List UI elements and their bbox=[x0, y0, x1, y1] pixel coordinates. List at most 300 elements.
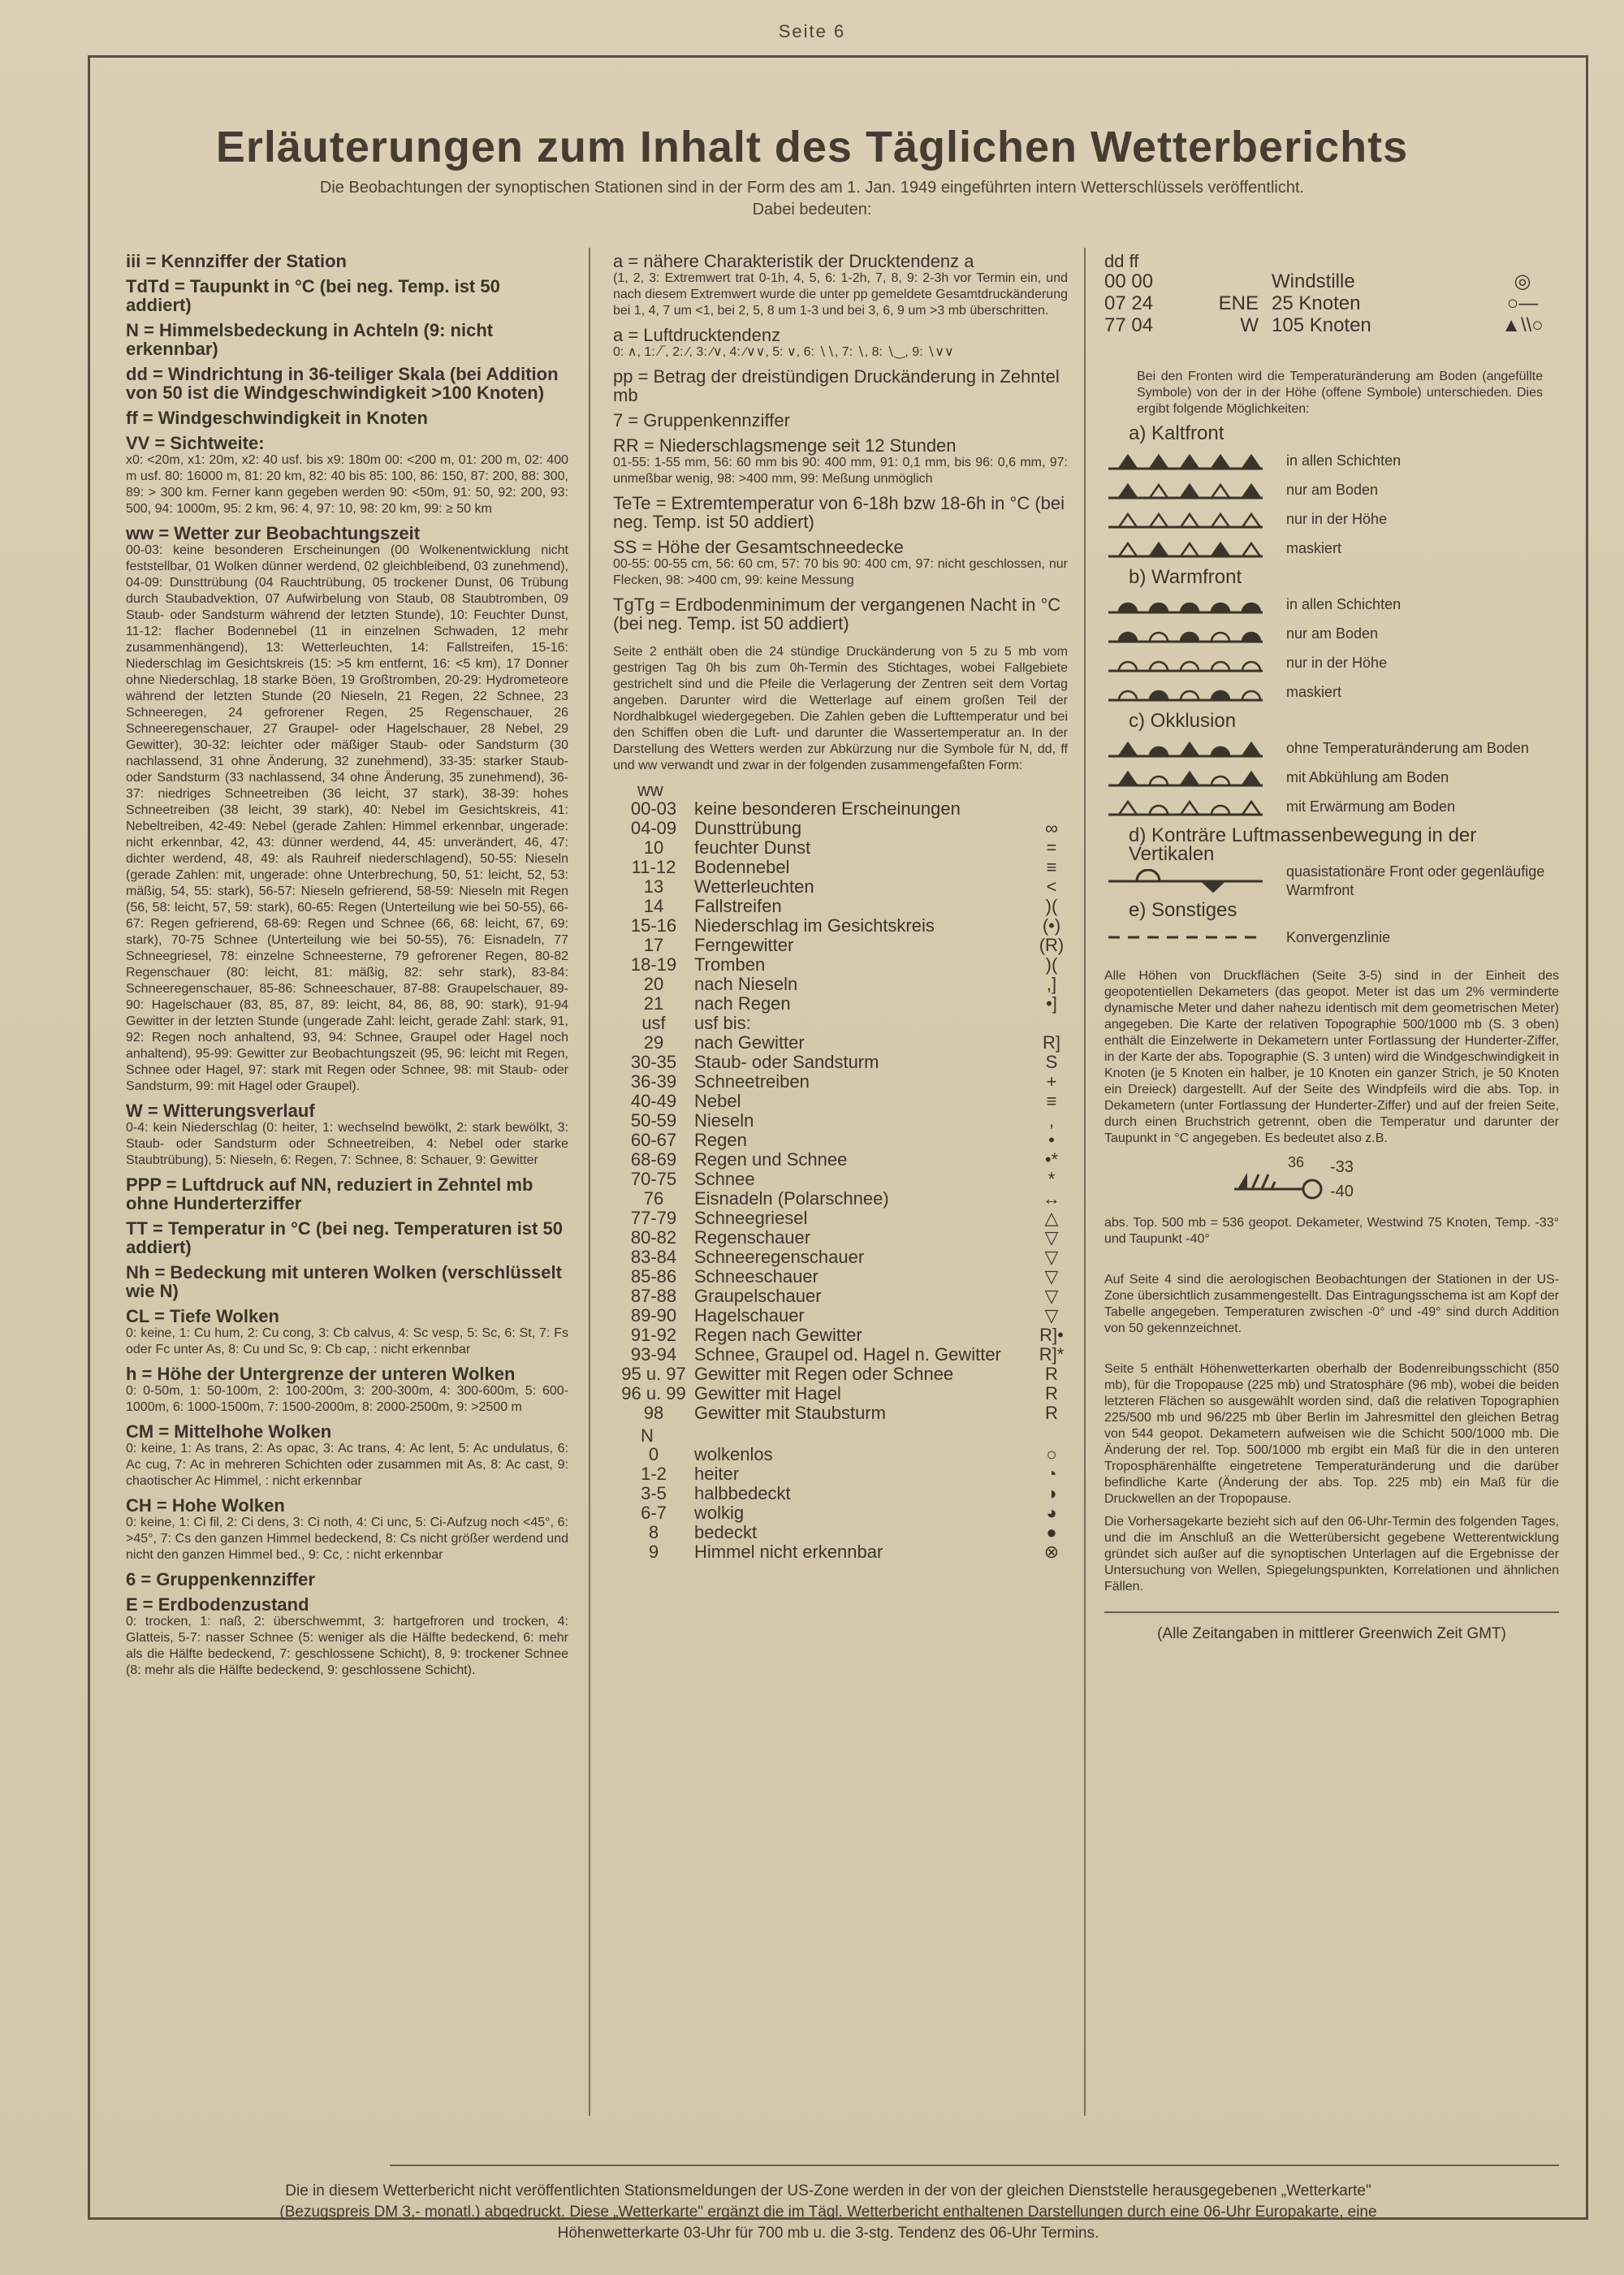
ww-sym: + bbox=[1046, 1071, 1057, 1092]
ww-code: 60-67 bbox=[630, 1130, 677, 1150]
ww-row bbox=[613, 1053, 1068, 1072]
front-triangle bbox=[1150, 514, 1168, 527]
ww-sym: ▽ bbox=[1044, 1227, 1059, 1248]
def-tete: TeTe = Extremtemperatur von 6-18h bzw 18-6h in °C (bei neg. Temp. ist 50 addiert) bbox=[613, 493, 1065, 532]
ww-sym: R]• bbox=[1039, 1325, 1064, 1345]
n-code: 1-2 bbox=[641, 1464, 667, 1484]
ww-code: usf bbox=[641, 1013, 666, 1033]
page-title: Erläuterungen zum Inhalt des Täglichen Wetterberichts bbox=[215, 123, 1409, 171]
ww-sym: ↔ bbox=[1043, 1188, 1060, 1209]
heights-text: Alle Höhen von Druckflächen (Seite 3-5) sind in der Einheit des geopotentiellen Dekameters (das geopot. Meter ist das um 2% verminderte dynamische Meter und daher nahezu identisch mit dem geometrischen Meter) angegeben. Die Karte der relativen Topographie 500/1000 mb (S. 3 oben) enthält die Einzelwerte in Dekametern unter Fortlassung der Hunderter-Ziffer, in der Karte der abs. Topographie (S. 3 unten) wird die Windgeschwindigkeit in Knoten (je 5 Knoten ein halber, je 10 Knoten ein ganzer Strich, je 50 Knoten ein Dreieck) dargestellt. Auf der Seite des Windpfeils wird die abs. Top. in Dekametern (unter Fortlassung der Hunderter-Ziffer) und auf der freien Seite, durch einen Bruchstrich getrennt, oben die Temperatur und darunter der Taupunkt in °C angegeben. Es bedeutet also z.B. bbox=[1104, 969, 1559, 1145]
column-divider-right bbox=[1084, 248, 1086, 2116]
n-text: halbbedeckt bbox=[694, 1483, 791, 1503]
ww-sym: ∞ bbox=[1045, 818, 1058, 838]
ww-text: Schneegriesel bbox=[694, 1208, 808, 1228]
ww-text: Regenschauer bbox=[694, 1227, 811, 1248]
ww-code: 14 bbox=[643, 896, 664, 916]
front-triangle bbox=[1181, 743, 1199, 756]
forecast-text: Die Vorhersagekarte bezieht sich auf den 06-Uhr-Termin des folgenden Tages, und die im Anschluß an die Wetterübersicht gegebene Wetterentwicklung gründet sich außer auf die synoptischen Unterlagen auf die Ergebnisse der Untersuchung von Wellen, Spiegelungspunkten, Korrelationen und ähnlichen Fällen. bbox=[1104, 1515, 1559, 1594]
ww-code: 36-39 bbox=[630, 1071, 677, 1092]
front-semicircle bbox=[1150, 633, 1168, 642]
ww-text: Fallstreifen bbox=[694, 896, 782, 916]
warm-front-row bbox=[1104, 648, 1559, 677]
def-ss: SS = Höhe der Gesamtschneedecke bbox=[613, 537, 904, 557]
n-sym: ◔ bbox=[1046, 1464, 1057, 1484]
wind-dir bbox=[1202, 270, 1259, 292]
warm-front-list bbox=[1104, 590, 1559, 707]
front-triangle bbox=[1181, 802, 1199, 815]
warm-front-symbol bbox=[1104, 621, 1267, 646]
ww-text: Wetterleuchten bbox=[694, 876, 814, 897]
ww-text: Gewitter mit Regen oder Schnee bbox=[694, 1364, 954, 1384]
cold-front-row bbox=[1104, 475, 1559, 504]
front-triangle bbox=[1212, 456, 1229, 469]
ww-table bbox=[613, 799, 1068, 1423]
ww-row bbox=[613, 1403, 1068, 1423]
example-temperature: -33 bbox=[1330, 1158, 1354, 1176]
ww-code: 17 bbox=[643, 935, 664, 955]
contrary-label: quasistationäre Front oder gegenläufige Warmfront bbox=[1286, 863, 1545, 898]
front-semicircle bbox=[1181, 603, 1199, 612]
def-w-detail: 0-4: kein Niederschlag (0: heiter, 1: wechselnd bewölkt, 2: stark bewölkt, 3: Staub- oder Sandsturm oder Schneetreiben, 4: Nebel oder starke Staubtrübung), 5: Nieseln, 6: Regen, 7: Schnee, 8: Schauer, 9: Gewitter bbox=[126, 1121, 568, 1167]
ww-text: usf bis: bbox=[694, 1013, 751, 1033]
ww-row bbox=[613, 1170, 1068, 1189]
n-sym: ◕ bbox=[1046, 1503, 1057, 1523]
gmt-divider bbox=[1104, 1611, 1559, 1613]
ww-text: Tromben bbox=[694, 954, 766, 975]
cold-front-list bbox=[1104, 446, 1559, 563]
ww-code: 98 bbox=[643, 1403, 664, 1423]
ww-row bbox=[613, 916, 1068, 936]
cold-front-heading: a) Kaltfront bbox=[1129, 422, 1224, 444]
cold-front-symbol bbox=[1104, 478, 1267, 502]
contrary-heading: d) Konträre Luftmassenbewegung in der Vertikalen bbox=[1129, 824, 1477, 865]
warm-front-row bbox=[1104, 619, 1559, 648]
ww-code: 50-59 bbox=[630, 1110, 677, 1131]
def-six: 6 = Gruppenkennziffer bbox=[126, 1569, 315, 1589]
ww-code: 89-90 bbox=[630, 1305, 677, 1326]
front-triangle bbox=[1119, 543, 1137, 556]
wind-dir: ENE bbox=[1218, 292, 1259, 314]
def-ss-detail: 00-55: 00-55 cm, 56: 60 cm, 57: 70 bis 90: 400 cm, 97: nicht geschlossen, nur Flecken, 98: >400 cm, 99: keine Messung bbox=[613, 557, 1068, 587]
front-semicircle bbox=[1212, 776, 1229, 785]
convergence-label: Konvergenzlinie bbox=[1286, 928, 1391, 945]
front-triangle bbox=[1242, 772, 1260, 785]
n-code: 3-5 bbox=[641, 1483, 667, 1503]
def-h: h = Höhe der Untergrenze der unteren Wolken bbox=[126, 1364, 516, 1384]
front-semicircle bbox=[1242, 633, 1260, 642]
ww-code: 10 bbox=[643, 837, 664, 858]
ww-code: 00-03 bbox=[630, 798, 677, 819]
n-sym: ○ bbox=[1046, 1444, 1057, 1464]
ww-code: 70-75 bbox=[630, 1169, 677, 1189]
seite-2-text: Seite 2 enthält oben die 24 stündige Druckänderung von 5 zu 5 mb vom gestrigen Tag 0h bis zum 0h-Termin des Stichtages, wobei Fallgebiete gestrichelt sind und die Pfeile die Verlagerung der Zentren seit dem Vortag angeben. Darunter wird die Wetterlage auf einem großen Teil der Nordhalbkugel wiedergegeben. Die Zahlen geben die Lufttemperatur und bei den Schiffen oben die Luft- und darunter die Wassertemperatur an. In der Darstellung des Wetters werden zur Abkürzung nur die Symbole für N, dd, ff und ww verwandt und zwar in der folgenden zusammengefaßten Form: bbox=[613, 645, 1068, 772]
ww-row bbox=[613, 1092, 1068, 1111]
def-cm-detail: 0: keine, 1: As trans, 2: As opac, 3: Ac trans, 4: Ac lent, 5: Ac undulatus, 6: Ac cug, 7: Ac in mehreren Schichten oder zusammen mit As, 8: Ac cast, 9: chaotischer Ac Himmel, : nicht erkennbar bbox=[126, 1442, 568, 1488]
wind-arrow-example-icon bbox=[1226, 1157, 1340, 1205]
def-ch: CH = Hohe Wolken bbox=[126, 1495, 285, 1516]
example-dewpoint: -40 bbox=[1330, 1183, 1354, 1200]
occl-front-row bbox=[1104, 792, 1559, 821]
front-semicircle bbox=[1181, 633, 1199, 642]
ww-sym: , bbox=[1048, 1110, 1055, 1131]
front-semicircle bbox=[1242, 603, 1260, 612]
ww-code: 96 u. 99 bbox=[621, 1383, 686, 1403]
def-aa: a = Luftdrucktendenz bbox=[613, 325, 781, 345]
ww-row bbox=[613, 1131, 1068, 1150]
ww-sym: S bbox=[1045, 1052, 1058, 1072]
def-cl: CL = Tiefe Wolken bbox=[126, 1306, 279, 1326]
fronts-intro: Bei den Fronten wird die Temperaturänderung am Boden (angefüllte Symbole) von der in der Höhe (offene Symbole) unterschieden. Dies ergibt folgende Möglichkeiten: bbox=[1137, 370, 1543, 416]
front-semicircle bbox=[1212, 633, 1229, 642]
occl-front-label: mit Abkühlung am Boden bbox=[1286, 768, 1449, 785]
def-ww-detail: 00-03: keine besonderen Erscheinungen (00 Wolkenentwicklung nicht feststellbar, 01 Wolken dünner werdend, 02 gleichbleibend, 03 zunehmend), 04-09: Dunsttrübung (04 Rauchtrübung, 05 trockener Dunst, 06 Trübung durch Staubadvektion, 07 Aufwirbelung von Staub, 08 Staubtromben, 09 Staub- oder Sandsturm während der letzten Stunde), 10: Feuchter Dunst, 11-12: flacher Bodennebel (11 in einzelnen Schwaden, 12 mehr zusammenhängend), 13: Wetterleuchten, 14: Fallstreifen, 15-16: Niederschlag im Gesichtskreis (15: >5 km entfernt, 16: <5 km), 17 Donner ohne Niederschlag, 18 starke Böen, 19 Großtromben, 20-29: Hydrometeore während der letzten Stunde (20 Nieseln, 21 Regen, 22 Schnee, 23 Schneeregen, 24 gefrorener Regen, 25 Regenschauer, 26 Schneeregenschauer, 27 Graupel- oder Hagelschauer, 28 Nebel, 29 Gewitter), 30-32: leichter oder mäßiger Staub- oder Sandsturm (30 nachlassend, 31 ohne Änderung, 32 zunehmend), 33-35: starker Staub- oder Sandsturm (33 nachlassend, 34 ohne Änderung, 35 zunehmend), 36-37: niedriges Schneetreiben (36 leicht, 37 stark), 38-39: hohes Schneetreiben (38 leicht, 39 stark), 40: Nebel im Gesichtskreis, 41: Nebeltreiben, 42-49: Nebel (gerade Zahlen: Himmel erkennbar, ungerade: nicht erkennbar, 42, 43: dünner werdend, 44, 45: unverändert, 46, 47: dichter werdend, 48, 49: als Rauhreif niederschlagend), 50-55: Nieseln (gerade Zahlen: mit, ungerade: ohne Unterbrechung, 50, 51: leicht, 52, 53: mäßig, 54, 55: stark), 56-57: Nieseln gefrierend, 58-59: Nieseln mit Regen (56, 58: leicht, 57, 59: stark), 60-65: Regen (Unterteilung wie bei 50-55), 66-67: Regen gefrierend, 68-69: Regen und Schnee (66, 68: leicht, 67, 69: stark), 70-75 Schnee (Unterteilung wie bei 50-55), 76: Eisnadeln, 77 Schneegriesel, 78: einzelne Schneesterne, 79 gefrorener Regen, 80-82 Regenschauer (80: leicht, 81: mäßig, 82: sehr stark), 83-84: Schneeregenschauer, 85-86: Schneeschauer, 87-88: Graupelschauer, 89-90: Hagelschauer (83, 85, 87, 89: leicht, 84, 86, 88, 90: stark), 91-94 Gewitter in der letzten Stunde (ungerade Zahl: leicht, gerade Zahl: stark, 91, 92: Regen noch anhaltend, 93, 94: Schnee, Graupel oder Hagel noch anhaltend), 95-99: Gewitter zur Beobachtungszeit (95, 96: leicht mit Regen, Schnee oder Hagel, 97: stark mit Regen oder Schnee, 98: mit Staub- oder Sandsturm, 99: mit Hagel oder Graupel). bbox=[126, 543, 568, 1093]
page-number: Seite 6 bbox=[778, 21, 846, 41]
front-semicircle bbox=[1212, 603, 1229, 612]
front-semicircle bbox=[1212, 806, 1229, 815]
def-ff: ff = Windgeschwindigkeit in Knoten bbox=[126, 408, 428, 428]
ww-sym bbox=[1035, 799, 1068, 819]
ww-sym: < bbox=[1046, 876, 1057, 897]
ww-text: Schnee bbox=[694, 1169, 755, 1189]
ww-code: 11-12 bbox=[631, 857, 676, 877]
n-sym: ● bbox=[1046, 1522, 1057, 1542]
ww-sym: = bbox=[1046, 837, 1057, 858]
quasistationary-front-symbol bbox=[1104, 869, 1267, 893]
right-column bbox=[1104, 252, 1559, 1643]
front-triangle bbox=[1181, 456, 1199, 469]
ww-code: 80-82 bbox=[630, 1227, 677, 1248]
n-text: wolkig bbox=[694, 1503, 745, 1523]
ww-row bbox=[613, 1326, 1068, 1345]
n-sym: ⊗ bbox=[1043, 1542, 1060, 1562]
column-divider-left bbox=[589, 248, 590, 2116]
cold-front-label: nur in der Höhe bbox=[1286, 510, 1388, 527]
front-semicircle bbox=[1212, 691, 1229, 700]
n-code: 6-7 bbox=[641, 1503, 667, 1523]
def-nh: Nh = Bedeckung mit unteren Wolken (verschlüsselt wie N) bbox=[126, 1262, 562, 1301]
wind-text: 105 Knoten bbox=[1272, 314, 1371, 336]
ww-sym: R bbox=[1045, 1383, 1058, 1403]
ww-text: nach Nieseln bbox=[694, 974, 798, 994]
ww-code: 95 u. 97 bbox=[621, 1364, 686, 1384]
ww-row bbox=[613, 1306, 1068, 1326]
warm-front-row bbox=[1104, 590, 1559, 619]
subtitle-line-2: Dabei bedeuten: bbox=[752, 201, 872, 218]
front-semicircle bbox=[1119, 603, 1137, 612]
ww-text: Schneetreiben bbox=[694, 1071, 810, 1092]
front-semicircle bbox=[1150, 603, 1168, 612]
ww-code: 68-69 bbox=[630, 1149, 677, 1170]
ww-code: 83-84 bbox=[630, 1247, 677, 1267]
front-triangle bbox=[1242, 543, 1260, 556]
def-e-detail: 0: trocken, 1: naß, 2: überschwemmt, 3: hartgefroren und trocken, 4: Glatteis, 5-7: nasser Schnee (5: weniger als die Hälfte bedeckend, 6: mehr als die Hälfte bedeckend, 7: geschlossene Schicht), 8, 9: trockener Schnee (8: mehr als die Hälfte bedeckend, 9: geschlossene Schicht). bbox=[126, 1615, 568, 1677]
front-semicircle bbox=[1119, 691, 1137, 700]
front-triangle bbox=[1242, 743, 1260, 756]
station-example bbox=[1226, 1153, 1559, 1210]
front-semicircle bbox=[1242, 691, 1260, 700]
cold-front-symbol bbox=[1104, 448, 1267, 473]
front-triangle bbox=[1150, 485, 1168, 498]
ww-row bbox=[613, 1287, 1068, 1306]
n-table-head: N bbox=[641, 1425, 654, 1446]
ww-text: nach Gewitter bbox=[694, 1032, 805, 1053]
n-row bbox=[613, 1503, 1068, 1523]
ww-code: 93-94 bbox=[630, 1344, 677, 1365]
ww-row bbox=[613, 1150, 1068, 1170]
warm-front-symbol bbox=[1104, 680, 1267, 704]
seite-5-text: Seite 5 enthält Höhenwetterkarten oberhalb der Bodenreibungsschicht (850 mb), für die Tropopause (225 mb) und Stratosphäre (96 mb), wobei die beiden letzteren Flächen so ausgewählt worden sind, daß die relativen Topographien 225/500 mb und 96/225 mb über Berlin im Jahresmittel den gleichen Betrag von 544 geopot. Dekametern aufweisen wie die Schicht 500/1000 mb. Die Änderung der rel. Top. 500/1000 mb ergibt ein Maß für die in den unteren Troposphärenhälfte eingetretene Temperaturänderung und die darüber befindliche Karte (Änderung der abs. Top. 225 mb) ein Maß für die Druckwellen an der Tropopause. bbox=[1104, 1362, 1559, 1506]
ww-code: 13 bbox=[643, 876, 664, 897]
def-a: a = nähere Charakteristik der Drucktendenz a bbox=[613, 251, 974, 271]
warm-front-heading: b) Warmfront bbox=[1129, 566, 1242, 588]
wind-sym: ◎ bbox=[1514, 270, 1531, 292]
def-pp: pp = Betrag der dreistündigen Druckänderung in Zehntel mb bbox=[613, 366, 1060, 405]
footer-note: Die in diesem Wetterbericht nicht veröffentlichten Stationsmeldungen der US-Zone werden in der von der gleichen Dienststelle herausgegebenen „Wetterkarte" (Bezugspreis DM 3,- monatl.) abgedruckt. Diese „Wetterkarte" ergänzt die im Tägl. Wetterbericht enthaltenen Darstellungen durch eine 06-Uhr Europakarte, eine Höhenwetterkarte 03-Uhr für 700 mb u. die 3-stg. Tendenz des 06-Uhr Termins. bbox=[279, 2182, 1377, 2242]
n-sym: ◑ bbox=[1046, 1483, 1057, 1503]
front-triangle bbox=[1212, 485, 1229, 498]
front-triangle bbox=[1212, 514, 1229, 527]
ww-sym: * bbox=[1047, 1169, 1056, 1189]
ww-row bbox=[613, 975, 1068, 994]
ww-text: Regen und Schnee bbox=[694, 1149, 848, 1170]
ww-row bbox=[613, 1267, 1068, 1287]
ww-row bbox=[613, 877, 1068, 897]
cold-front-symbol bbox=[1104, 507, 1267, 531]
front-semicircle bbox=[1150, 662, 1168, 671]
ww-row bbox=[613, 1014, 1068, 1033]
front-semicircle bbox=[1212, 662, 1229, 671]
ww-code: 87-88 bbox=[630, 1286, 677, 1306]
def-tdtd: TdTd = Taupunkt in °C (bei neg. Temp. ist 50 addiert) bbox=[126, 276, 500, 315]
ww-sym: ≡ bbox=[1046, 1091, 1057, 1111]
wind-sym: ▲\\○ bbox=[1501, 314, 1544, 336]
ww-sym: •] bbox=[1046, 993, 1057, 1014]
ww-code: 85-86 bbox=[630, 1266, 677, 1287]
front-semicircle bbox=[1181, 662, 1199, 671]
ww-text: keine besonderen Erscheinungen bbox=[694, 798, 961, 819]
wind-sym: ○— bbox=[1506, 292, 1539, 314]
ww-text: Gewitter mit Staubsturm bbox=[694, 1403, 886, 1423]
def-tgtg: TgTg = Erdbodenminimum der vergangenen Nacht in °C (bei neg. Temp. ist 50 addiert) bbox=[613, 595, 1061, 634]
def-cm: CM = Mittelhohe Wolken bbox=[126, 1421, 332, 1442]
ww-code: 15-16 bbox=[630, 915, 677, 936]
ww-text: Schnee, Graupel od. Hagel n. Gewitter bbox=[694, 1344, 1001, 1365]
ww-sym: R bbox=[1045, 1403, 1058, 1423]
ww-row bbox=[613, 1111, 1068, 1131]
front-semicircle bbox=[1150, 747, 1168, 756]
front-semicircle bbox=[1181, 691, 1199, 700]
n-code: 0 bbox=[648, 1444, 659, 1464]
front-semicircle bbox=[1150, 776, 1168, 785]
ww-text: Hagelschauer bbox=[694, 1305, 805, 1326]
front-triangle bbox=[1242, 485, 1260, 498]
n-code: 8 bbox=[648, 1522, 659, 1542]
ww-sym: •* bbox=[1044, 1149, 1059, 1170]
front-triangle bbox=[1181, 543, 1199, 556]
ww-row bbox=[613, 994, 1068, 1014]
occlusion-heading: c) Okklusion bbox=[1129, 710, 1237, 732]
wind-text: 25 Knoten bbox=[1272, 292, 1361, 314]
ww-sym: )( bbox=[1045, 896, 1058, 916]
ww-code: 30-35 bbox=[630, 1052, 677, 1072]
ww-text: Niederschlag im Gesichtskreis bbox=[694, 915, 935, 936]
occl-front-symbol bbox=[1104, 794, 1267, 819]
def-dd: dd = Windrichtung in 36-teiliger Skala (bei Addition von 50 ist die Windgeschwindigkeit >100 Knoten) bbox=[126, 364, 559, 403]
wind-row bbox=[1104, 270, 1559, 292]
example-height: 36 bbox=[1288, 1154, 1305, 1170]
warm-front-label: in allen Schichten bbox=[1286, 595, 1402, 612]
ww-row bbox=[613, 819, 1068, 838]
warm-front-label: nur am Boden bbox=[1286, 625, 1379, 642]
n-row bbox=[613, 1464, 1068, 1484]
def-cl-detail: 0: keine, 1: Cu hum, 2: Cu cong, 3: Cb calvus, 4: Sc vesp, 5: Sc, 6: St, 7: Fs oder Fc unter As, 8: Cu und Sc, 9: Cb cap, : nicht erkennbar bbox=[126, 1326, 568, 1356]
ww-row bbox=[613, 1072, 1068, 1092]
warm-front-row bbox=[1104, 677, 1559, 707]
warm-front-symbol bbox=[1104, 592, 1267, 616]
ww-code: 18-19 bbox=[630, 954, 677, 975]
def-rr-detail: 01-55: 1-55 mm, 56: 60 mm bis 90: 400 mm, 91: 0,1 mm, bis 96: 0,6 mm, 97: unmeßbar wenig, 98: >400 mm, 99: Meßung unmöglich bbox=[613, 456, 1068, 486]
ww-table-head: ww bbox=[637, 780, 663, 800]
cold-front-label: in allen Schichten bbox=[1286, 452, 1402, 469]
seite-4-text: Auf Seite 4 sind die aerologischen Beobachtungen der Stationen in der US-Zone übersichtlich zusammengestellt. Das Eintragungsschema ist am Kopf der Tabelle angegeben. Temperaturen zwischen -0° und -49° sind durch Addition von 50 gekennzeichnet. bbox=[1104, 1273, 1559, 1335]
ww-sym: (•) bbox=[1042, 915, 1061, 936]
ww-sym: ≡ bbox=[1046, 857, 1057, 877]
ww-sym: ▽ bbox=[1044, 1266, 1059, 1287]
def-seven: 7 = Gruppenkennziffer bbox=[613, 410, 790, 430]
ww-text: Regen bbox=[694, 1130, 747, 1150]
ww-text: Bodennebel bbox=[694, 857, 790, 877]
front-triangle bbox=[1119, 802, 1137, 815]
n-text: wolkenlos bbox=[694, 1444, 773, 1464]
ww-sym bbox=[1035, 1014, 1068, 1033]
ww-row bbox=[613, 1189, 1068, 1209]
ww-sym: △ bbox=[1044, 1208, 1059, 1228]
front-triangle bbox=[1119, 743, 1137, 756]
example-explanation: abs. Top. 500 mb = 536 geopot. Dekameter, Westwind 75 Knoten, Temp. -33° und Taupunkt -40° bbox=[1104, 1216, 1559, 1246]
occl-front-label: mit Erwärmung am Boden bbox=[1286, 798, 1456, 815]
ww-row bbox=[613, 897, 1068, 916]
def-h-detail: 0: 0-50m, 1: 50-100m, 2: 100-200m, 3: 200-300m, 4: 300-600m, 5: 600-1000m, 6: 1000-1500m, 7: 1500-2000m, 8: 2000-2500m, 9: >2500 m bbox=[126, 1384, 568, 1414]
front-triangle bbox=[1119, 772, 1137, 785]
def-w: W = Witterungsverlauf bbox=[126, 1101, 315, 1121]
warm-front-label: nur in der Höhe bbox=[1286, 654, 1388, 671]
front-triangle bbox=[1181, 485, 1199, 498]
cold-front-symbol bbox=[1104, 536, 1267, 560]
occl-front-label: ohne Temperaturänderung am Boden bbox=[1286, 739, 1529, 756]
ww-code: 21 bbox=[643, 993, 664, 1014]
convergence-line-symbol bbox=[1104, 925, 1267, 949]
n-text: Himmel nicht erkennbar bbox=[694, 1542, 883, 1562]
warm-front-label: maskiert bbox=[1286, 683, 1342, 700]
n-text: heiter bbox=[694, 1464, 740, 1484]
front-triangle bbox=[1212, 543, 1229, 556]
occl-front-row bbox=[1104, 733, 1559, 763]
ww-code: 91-92 bbox=[630, 1325, 677, 1345]
ww-code: 04-09 bbox=[630, 818, 677, 838]
page-subtitle bbox=[162, 177, 1462, 221]
ww-row bbox=[613, 1384, 1068, 1403]
ww-sym: ▽ bbox=[1044, 1305, 1059, 1326]
front-triangle bbox=[1181, 772, 1199, 785]
ww-code: 20 bbox=[643, 974, 664, 994]
front-triangle bbox=[1150, 456, 1168, 469]
ww-sym: ,] bbox=[1046, 974, 1057, 994]
ww-row bbox=[613, 955, 1068, 975]
front-semicircle bbox=[1150, 691, 1168, 700]
front-triangle bbox=[1119, 456, 1137, 469]
front-triangle bbox=[1150, 543, 1168, 556]
wind-text: Windstille bbox=[1272, 270, 1355, 292]
occl-front-symbol bbox=[1104, 765, 1267, 789]
subtitle-line-1: Die Beobachtungen der synoptischen Stationen sind in der Form des am 1. Jan. 1949 eingeführten intern Wetterschlüssels veröffentlicht. bbox=[319, 179, 1305, 197]
n-row bbox=[613, 1484, 1068, 1503]
convergence-row bbox=[1104, 923, 1559, 952]
contrary-row bbox=[1104, 863, 1559, 898]
def-rr: RR = Niederschlagsmenge seit 12 Stunden bbox=[613, 435, 957, 456]
wind-table-head: dd ff bbox=[1104, 251, 1139, 271]
ww-code: 77-79 bbox=[630, 1208, 677, 1228]
n-code: 9 bbox=[648, 1542, 659, 1562]
ww-text: Graupelschauer bbox=[694, 1286, 822, 1306]
ww-code: 40-49 bbox=[630, 1091, 677, 1111]
ww-sym: • bbox=[1048, 1130, 1055, 1150]
ww-sym: ▽ bbox=[1044, 1286, 1059, 1306]
ww-text: Schneeregenschauer bbox=[694, 1247, 865, 1267]
ww-text: nach Regen bbox=[694, 993, 791, 1014]
wind-code: 07 24 bbox=[1104, 292, 1154, 314]
front-semicircle bbox=[1119, 662, 1137, 671]
wind-dir: W bbox=[1240, 314, 1259, 336]
cold-front-label: nur am Boden bbox=[1286, 481, 1379, 498]
ww-row bbox=[613, 1033, 1068, 1053]
occlusion-list bbox=[1104, 733, 1559, 821]
cold-front-row bbox=[1104, 446, 1559, 475]
def-iii: iii = Kennziffer der Station bbox=[126, 251, 347, 271]
front-semicircle bbox=[1242, 662, 1260, 671]
gmt-note: (Alle Zeitangaben in mittlerer Greenwich Zeit GMT) bbox=[1157, 1625, 1506, 1642]
wind-table bbox=[1104, 270, 1559, 336]
def-vv-detail: x0: <20m, x1: 20m, x2: 40 usf. bis x9: 180m 00: <200 m, 01: 200 m, 02: 400 m usf. 80: 16000 m, 81: 20 km, 82: 40 bis 85: 100, 86: 150, 87: 200, 88: 300, 89: > 300 km. Ferner kann gegeben werden 90: <50m, 91: 50, 92: 200, 93: 500, 94: 1000m, 95: 2 km, 96: 4, 97: 10, 98: 20 km, 99: ≥ 50 km bbox=[126, 453, 568, 516]
n-row bbox=[613, 1445, 1068, 1464]
ww-text: Regen nach Gewitter bbox=[694, 1325, 862, 1345]
wind-code: 00 00 bbox=[1104, 270, 1154, 292]
front-triangle bbox=[1119, 485, 1137, 498]
def-aa-detail: 0: ∧, 1: ⁄‾, 2: ⁄, 3: ⁄∨, 4: ⁄∨∨, 5: ∨, 6: ∖∖, 7: ∖, 8: ∖‿, 9: ∖∨∨ bbox=[613, 345, 954, 359]
ww-sym: (R) bbox=[1039, 935, 1065, 955]
ww-text: Schneeschauer bbox=[694, 1266, 818, 1287]
ww-code: 76 bbox=[643, 1188, 664, 1209]
ww-text: Ferngewitter bbox=[694, 935, 794, 955]
def-tt: TT = Temperatur in °C (bei neg. Temperaturen ist 50 addiert) bbox=[126, 1218, 563, 1257]
front-triangle bbox=[1119, 514, 1137, 527]
ww-row bbox=[613, 1228, 1068, 1248]
footer-divider bbox=[390, 2165, 1559, 2166]
other-heading: e) Sonstiges bbox=[1129, 899, 1237, 921]
warm-front-symbol bbox=[1104, 651, 1267, 675]
ww-text: feuchter Dunst bbox=[694, 837, 811, 858]
wind-code: 77 04 bbox=[1104, 314, 1154, 336]
def-e: E = Erdbodenzustand bbox=[126, 1594, 309, 1615]
n-text: bedeckt bbox=[694, 1522, 758, 1542]
n-row bbox=[613, 1523, 1068, 1542]
n-table bbox=[613, 1445, 1068, 1562]
def-ww: ww = Wetter zur Beobachtungszeit bbox=[126, 523, 421, 543]
def-vv: VV = Sichtweite: bbox=[126, 433, 265, 453]
front-semicircle bbox=[1119, 633, 1137, 642]
def-n: N = Himmelsbedeckung in Achteln (9: nicht erkennbar) bbox=[126, 320, 494, 359]
front-triangle bbox=[1181, 514, 1199, 527]
